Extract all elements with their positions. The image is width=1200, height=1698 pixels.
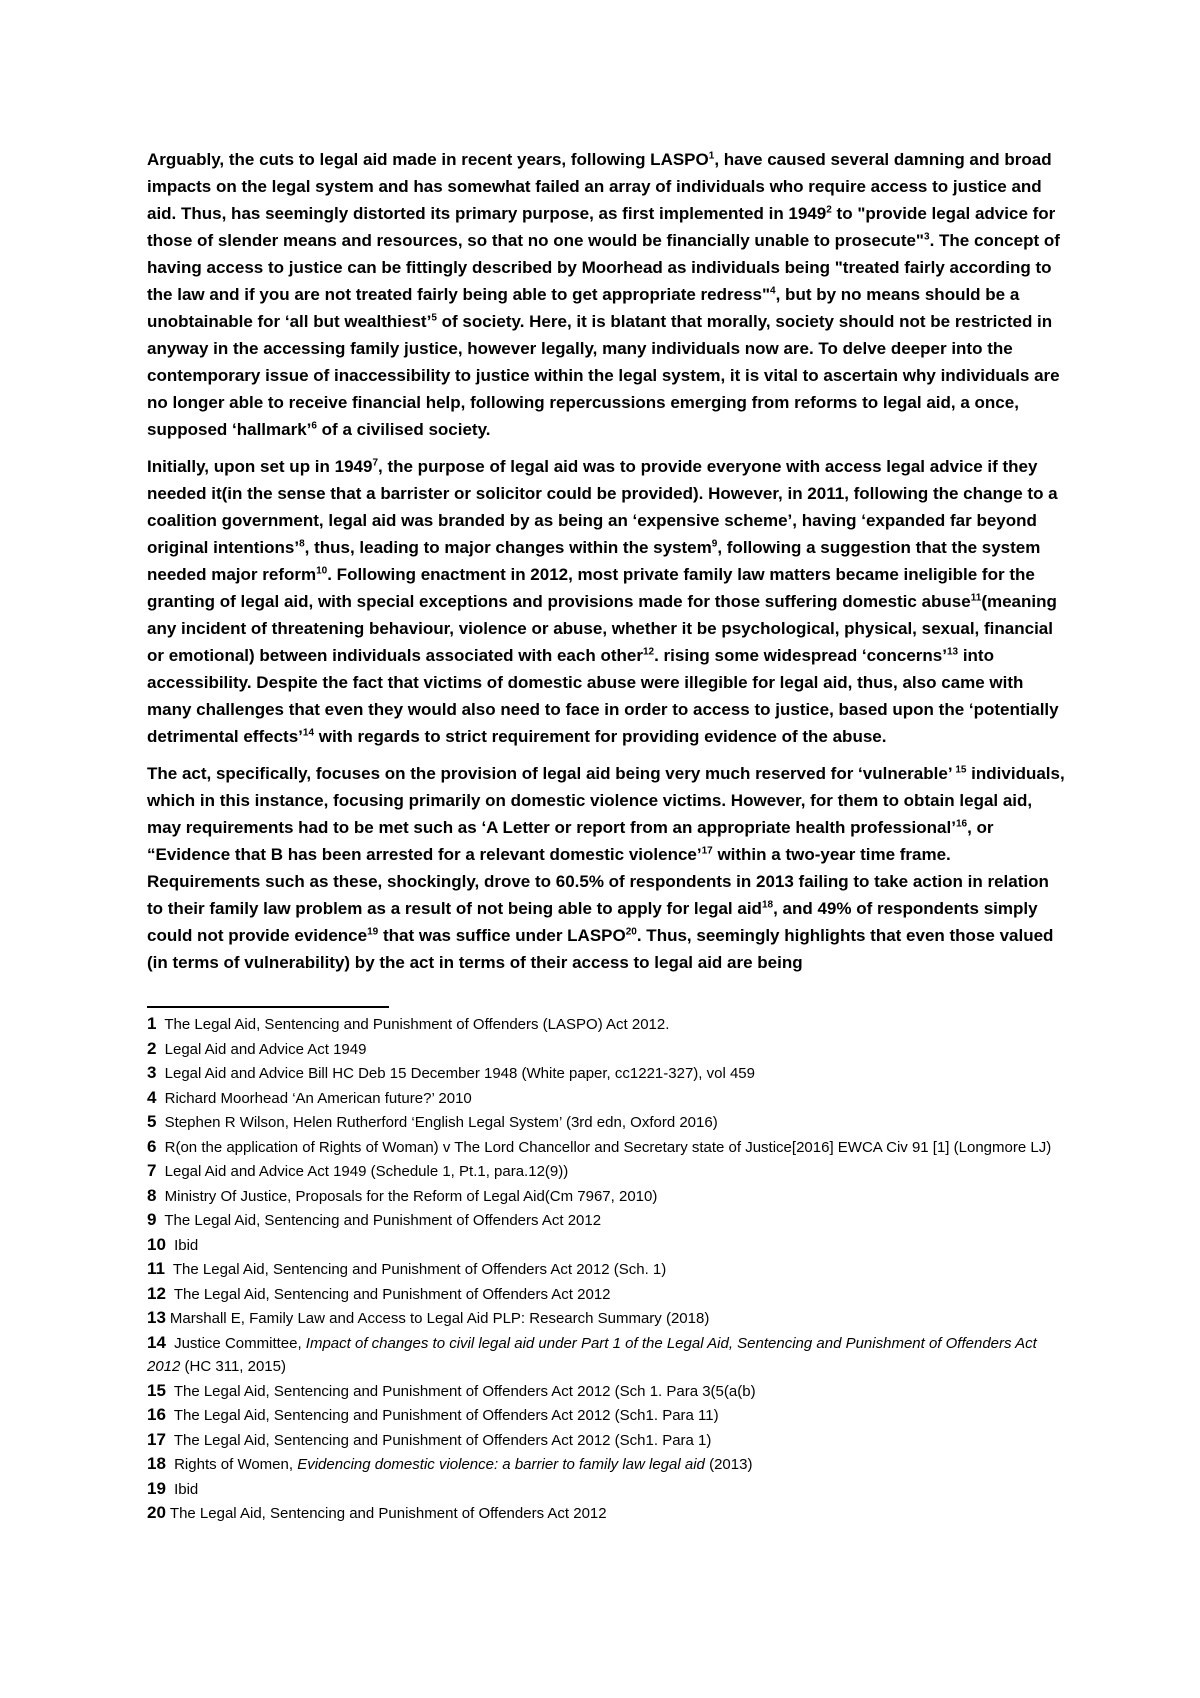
footnote-reference: 16 [955,818,968,830]
paragraph-text: , but by no means should be a unobtainable for ‘all but wealthiest’ [147,285,1020,331]
paragraph-text: . Thus, seemingly highlights that even those valued (in terms of vulnerability) by the act in terms of their access to legal aid are being [147,926,1054,972]
footnote-number: 8 [147,1185,157,1205]
paragraph-text: , have caused several damning and broad impacts on the legal system and has somewhat failed an array of individuals who require access to justice and aid. Thus, has seemingly distorted its primary purpose, as first implemented in 1949 [147,150,1052,223]
footnote-item [147,1403,1065,1428]
body-paragraph [147,453,1065,750]
footnote-item [147,1379,1065,1404]
footnote-reference: 9 [711,538,718,550]
paragraph-text: into accessibility. Despite the fact that victims of domestic abuse were illegible for legal aid, thus, also came with many challenges that even they would also need to face in order to access to justice, based upon the ‘potentially detrimental effects’ [147,646,1059,746]
footnote-text: Richard Moorhead ‘An American future?’ 2010 [160,1089,472,1107]
footnote-reference: 19 [367,926,379,938]
footnote-reference: 14 [302,727,315,739]
footnote-number: 17 [147,1429,166,1449]
footnote-item [147,1452,1065,1477]
footnote-number: 18 [147,1454,166,1473]
footnote-item [147,1012,1065,1037]
footnote-number: 9 [147,1210,157,1229]
footnote-number: 3 [147,1063,157,1082]
footnote-number: 16 [147,1405,166,1424]
paragraph-text: , the purpose of legal aid was to provide everyone with access legal advice if they needed it(in the sense that a barrister or solicitor could be provided). However, in 2011, following the change to a coalition government, legal aid was branded by as being an ‘expensive scheme’, having ‘expanded far beyond original intentions’ [147,457,1058,557]
footnote-text: (HC 311, 2015) [180,1358,286,1375]
footnote-italic-title: Impact of changes to civil legal aid under Part 1 of the Legal Aid, Sentencing and Punishment of Offenders Act 2012 [147,1334,1037,1375]
paragraph-text: , thus, leading to major changes within the system [304,538,712,557]
footnote-text: The Legal Aid, Sentencing and Punishment of Offenders Act 2012 (Sch. 1) [168,1261,667,1278]
footnote-text: The Legal Aid, Sentencing and Punishment of Offenders Act 2012 [169,1285,611,1303]
footnote-item [147,1110,1065,1135]
footnote-reference: 7 [372,457,379,469]
footnotes-list [147,1012,1065,1526]
footnote-reference: 20 [625,926,637,938]
paragraph-text: (meaning any incident of threatening behaviour, violence or abuse, whether it be psychological, physical, sexual, financial or emotional) between individuals associated with each other [147,592,1057,665]
footnote-number: 13 [147,1308,166,1327]
footnote-text: R(on the application of Rights of Woman) v The Lord Chancellor and Secretary state of Justice[2016] EWCA Civ 91 [1] (Longmore LJ) [160,1138,1052,1156]
footnote-reference: 3 [924,231,930,243]
footnote-number: 20 [147,1503,166,1522]
footnote-reference: 8 [299,538,305,550]
footnote-number: 12 [147,1283,166,1303]
footnote-number: 15 [147,1380,166,1400]
footnote-text: Marshall E, Family Law and Access to Legal Aid PLP: Research Summary (2018) [169,1310,710,1327]
paragraph-text: Arguably, the cuts to legal aid made in recent years, following LASPO [147,150,709,169]
paragraph-text: The act, specifically, focuses on the provision of legal aid being very much reserved for ‘vulnerable’ [147,764,953,783]
footnote-item [147,1061,1065,1086]
footnote-item [147,1501,1065,1526]
footnote-item [147,1135,1065,1160]
paragraph-text: , and 49% of respondents simply could not provide evidence [147,899,1038,945]
footnote-item [147,1159,1065,1184]
footnote-text: Stephen R Wilson, Helen Rutherford ‘English Legal System’ (3rd edn, Oxford 2016) [160,1114,718,1131]
footnote-item [147,1282,1065,1307]
paragraph-text: . Following enactment in 2012, most private family law matters became ineligible for the granting of legal aid, with special exceptions and provisions made for those suffering domestic abuse [147,565,1035,611]
footnote-text: The Legal Aid, Sentencing and Punishment of Offenders (LASPO) Act 2012. [160,1016,670,1033]
footnote-item [147,1037,1065,1062]
footnote-text: Ibid [169,1480,199,1498]
footnote-item [147,1306,1065,1331]
footnote-text: The Legal Aid, Sentencing and Punishment of Offenders Act 2012 (Sch1. Para 1) [169,1431,712,1449]
footnote-text: Legal Aid and Advice Act 1949 (Schedule 1, Pt.1, para.12(9)) [160,1163,569,1180]
footnote-number: 7 [147,1161,157,1180]
footnote-item [147,1331,1065,1379]
footnote-number: 5 [147,1112,157,1131]
body-text [147,146,1065,986]
footnote-text: Ministry Of Justice, Proposals for the Reform of Legal Aid(Cm 7967, 2010) [160,1187,658,1205]
footnote-number: 2 [147,1038,157,1058]
footnote-reference: 17 [701,845,713,857]
paragraph-text: . The concept of having access to justice can be fittingly described by Moorhead as individuals being "treated fairly according to the law and if you are not treated fairly being able to get appropriate redress" [147,231,1060,304]
footnote-number: 14 [147,1332,166,1352]
footnote-number: 10 [147,1234,166,1254]
footnote-number: 4 [147,1087,157,1107]
footnote-number: 19 [147,1478,166,1498]
footnote-text: Ibid [169,1236,199,1254]
paragraph-text: , following a suggestion that the system needed major reform [147,538,1041,584]
footnote-reference: 15 [952,764,967,776]
footnote-text: The Legal Aid, Sentencing and Punishment of Offenders Act 2012 [169,1505,607,1522]
footnote-italic-title: Evidencing domestic violence: a barrier to family law legal aid [297,1456,705,1473]
footnote-reference: 1 [708,150,715,162]
paragraph-text: , or “Evidence that B has been arrested for a relevant domestic violence’ [147,818,994,864]
footnote-item [147,1086,1065,1111]
footnote-reference: 18 [761,899,774,911]
paragraph-text: within a two-year time frame. Requirements such as these, shockingly, drove to 60.5% of respondents in 2013 failing to take action in relation to their family law problem as a result of not being able to apply for legal aid [147,845,1049,918]
footnote-item [147,1477,1065,1502]
paragraph-text: of society. Here, it is blatant that morally, society should not be restricted in anyway in the accessing family justice, however legally, many individuals now are. To delve deeper into the contemporary issue of inaccessibility to justice within the legal system, it is vital to ascertain why individuals are no longer able to receive financial help, following repercussions emerging from reforms to legal aid, a once, supposed ‘hallmark’ [147,312,1060,439]
footnote-reference: 10 [316,565,328,577]
footnote-text: (2013) [704,1456,753,1473]
footnote-text: The Legal Aid, Sentencing and Punishment of Offenders Act 2012 (Sch 1. Para 3(5(a(b) [169,1382,756,1400]
paragraph-text: of a civilised society. [316,420,491,439]
footnote-separator [147,1006,389,1008]
paragraph-text: . rising some widespread ‘concerns’ [654,646,947,665]
footnote-reference: 5 [431,312,437,324]
footnote-reference: 4 [770,285,776,297]
body-paragraph [147,760,1065,976]
footnote-number: 6 [147,1136,157,1156]
footnote-item [147,1233,1065,1258]
footnote-text: Justice Committee, [169,1334,306,1352]
footnote-text: The Legal Aid, Sentencing and Punishment of Offenders Act 2012 [160,1212,602,1229]
paragraph-text: with regards to strict requirement for providing evidence of the abuse. [314,727,887,746]
footnote-reference: 13 [946,646,959,658]
footnote-text: Legal Aid and Advice Act 1949 [160,1040,367,1058]
footnote-text: The Legal Aid, Sentencing and Punishment of Offenders Act 2012 (Sch1. Para 11) [169,1407,719,1424]
footnote-text: Rights of Women, [169,1456,298,1473]
paragraph-text: individuals, which in this instance, focusing primarily on domestic violence victims. However, for them to obtain legal aid, may requirements had to be met such as ‘A Letter or report from an appropriate health professional’ [147,764,1065,837]
footnote-reference: 11 [970,592,982,604]
body-paragraph [147,146,1065,443]
footnote-item [147,1257,1065,1282]
footnote-text: Legal Aid and Advice Bill HC Deb 15 December 1948 (White paper, cc1221-327), vol 459 [160,1065,755,1082]
footnote-item [147,1184,1065,1209]
paragraph-text: Initially, upon set up in 1949 [147,457,373,476]
footnote-number: 1 [147,1014,157,1033]
footnote-item [147,1428,1065,1453]
footnote-number: 11 [147,1259,165,1278]
footnote-reference: 12 [642,646,655,658]
footnote-reference: 2 [826,204,832,216]
paragraph-text: to "provide legal advice for those of slender means and resources, so that no one would be financially unable to prosecute" [147,204,1056,250]
footnote-item [147,1208,1065,1233]
footnote-reference: 6 [311,420,317,432]
paragraph-text: that was suffice under LASPO [378,926,626,945]
